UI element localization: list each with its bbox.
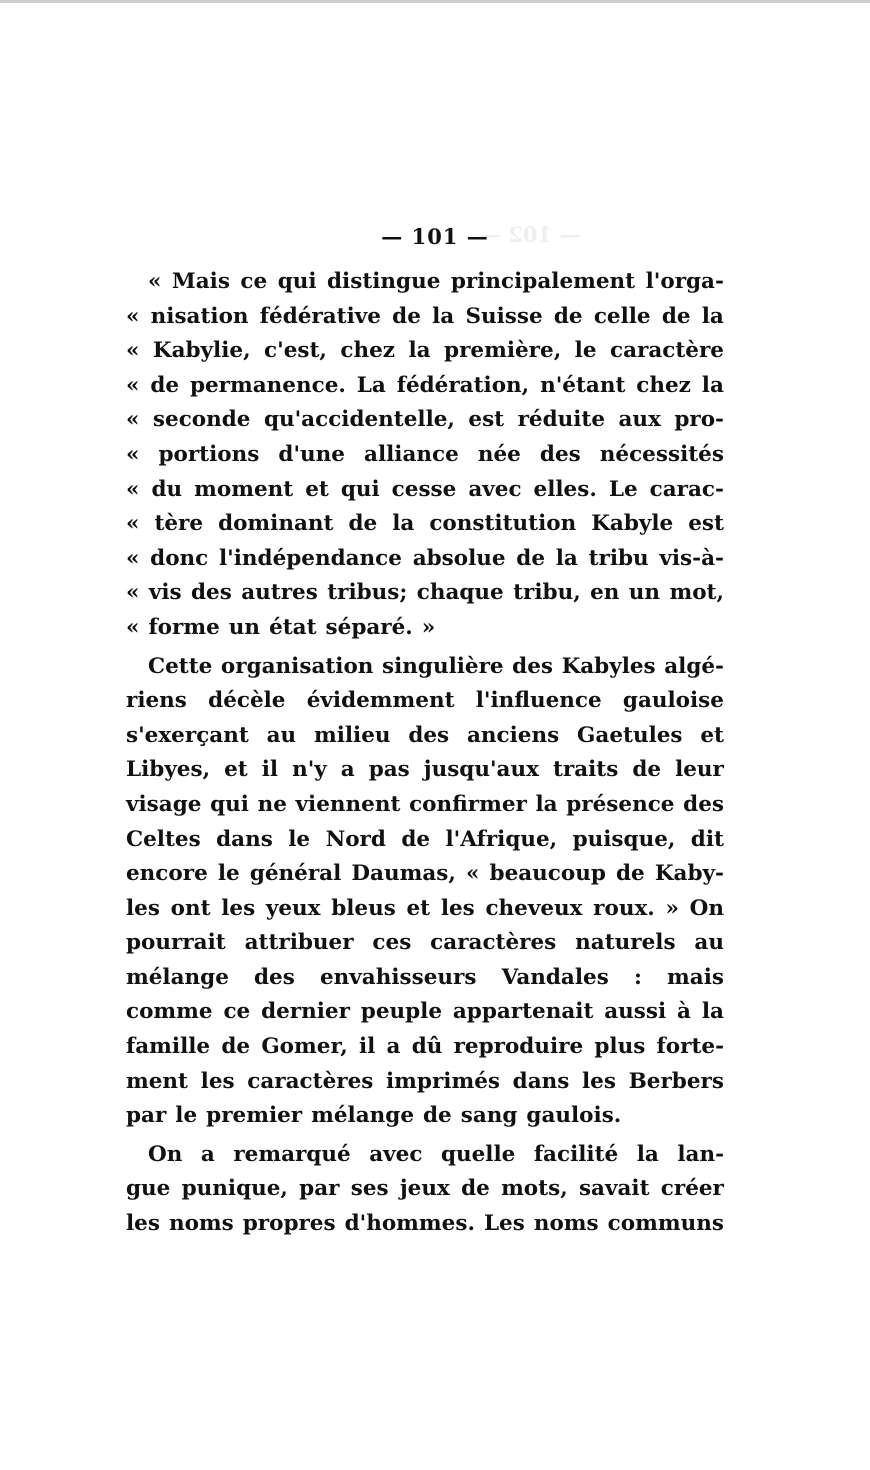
- text-line: « donc l'indépendance absolue de la tribu vis-à-: [126, 545, 724, 571]
- text-line: « seconde qu'accidentelle, est réduite aux pro-: [126, 407, 724, 433]
- text-line: pourrait attribuer ces caractères naturels au: [126, 930, 724, 956]
- text-line: « vis des autres tribus; chaque tribu, en un mot,: [126, 580, 724, 606]
- text-line: « Mais ce qui distingue principalement l'orga-: [148, 269, 724, 294]
- text-line: par le premier mélange de sang gaulois.: [126, 1103, 622, 1129]
- text-line: Celtes dans le Nord de l'Afrique, puisque, dit: [126, 826, 724, 852]
- bleed-through-page-number: — 102 —: [480, 222, 581, 247]
- text-line: comme ce dernier peuple appartenait aussi à la: [126, 999, 724, 1025]
- body-text: [126, 265, 724, 1242]
- text-line: Libyes, et il n'y a pas jusqu'aux traits de leur: [126, 757, 724, 783]
- text-line: « tère dominant de la constitution Kabyle est: [126, 511, 724, 537]
- text-line: mélange des envahisseurs Vandales : mais: [126, 964, 724, 990]
- text-line: les ont les yeux bleus et les cheveux roux. » On: [126, 895, 724, 921]
- scan-top-edge: [0, 0, 870, 3]
- text-line: les noms propres d'hommes. Les noms communs: [126, 1211, 724, 1237]
- text-line: « portions d'une alliance née des nécessités: [126, 441, 724, 467]
- text-line: On a remarqué avec quelle facilité la lan-: [148, 1141, 724, 1167]
- text-line: « de permanence. La fédération, n'étant chez la: [126, 372, 724, 398]
- text-line: ment les caractères imprimés dans les Berbers: [126, 1068, 724, 1094]
- text-line: « Kabylie, c'est, chez la première, le caractère: [126, 338, 724, 364]
- text-line: famille de Gomer, il a dû reproduire plus forte-: [126, 1034, 724, 1060]
- text-line: s'exerçant au milieu des anciens Gaetules et: [126, 722, 724, 748]
- text-line: visage qui ne viennent confirmer la présence des: [126, 791, 724, 817]
- text-line: Cette organisation singulière des Kabyles algé-: [148, 653, 724, 679]
- text-line: « du moment et qui cesse avec elles. Le carac-: [126, 476, 724, 502]
- page-number: — 101 —: [381, 224, 489, 249]
- text-line: « forme un état séparé. »: [126, 614, 436, 640]
- text-line: riens décèle évidemment l'influence gauloise: [126, 688, 724, 714]
- text-line: encore le général Daumas, « beaucoup de Kaby-: [126, 861, 724, 887]
- text-line: « nisation fédérative de la Suisse de celle de la: [126, 303, 724, 329]
- text-line: gue punique, par ses jeux de mots, savait créer: [126, 1176, 724, 1202]
